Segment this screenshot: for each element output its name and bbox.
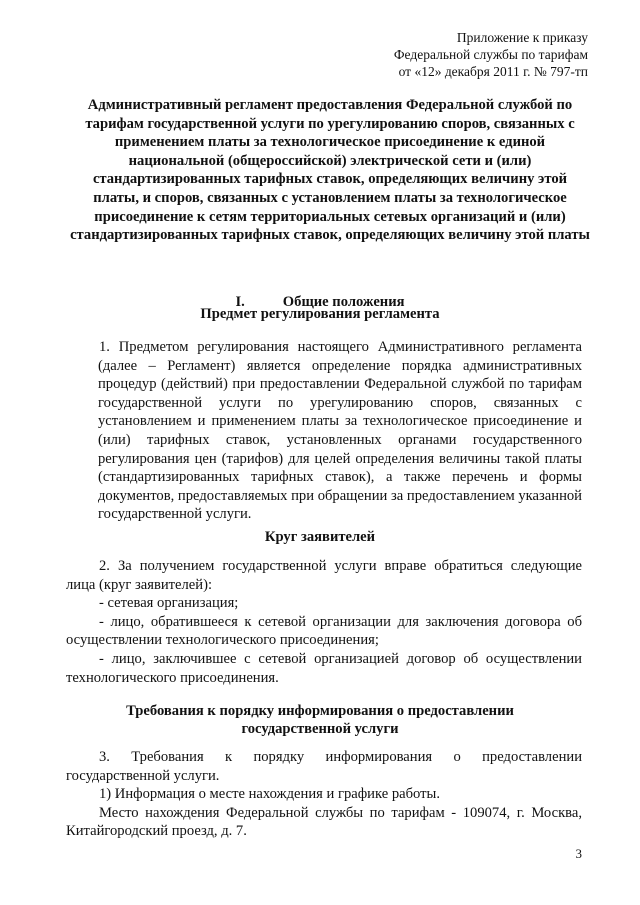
- paragraph-line: установлением и применением платы за технологическое присоединение и: [98, 413, 582, 430]
- list-item: - лицо, обратившееся к сетевой организации для заключения договора об: [99, 613, 582, 630]
- paragraph-line: государственной услуги.: [66, 767, 220, 784]
- paragraph-line: 2. За получением государственной услуги вправе обратиться следующие: [99, 558, 582, 574]
- paragraph-line: государственной услуги по урегулированию споров, связанных с: [98, 394, 582, 411]
- requirements-heading: [60, 702, 580, 738]
- header-line-3: от «12» декабря 2011 г. № 797-тп: [398, 64, 588, 79]
- header-line-1: Приложение к приказу: [456, 30, 588, 45]
- document-title: Административный регламент предоставления Федеральной службой по тарифам государственной услуги по урегулированию споров, связанных с применением платы за технологическое присоединение к единой национальной (общероссийской) электрической сети и (или) стандартизированных тарифных ставок, определяющих величину этой платы, и споров, связанных с установлением платы за технологическое присоединение к сетям территориальных сетевых организаций и (или) стандартизированных тарифных ставок, определяющих величину этой платы: [70, 97, 590, 244]
- paragraph-line: осуществлении технологического присоединения;: [66, 632, 379, 649]
- paragraph-line: лица (круг заявителей):: [66, 576, 213, 593]
- applicants-heading: Круг заявителей: [264, 529, 376, 545]
- paragraph-2: [66, 557, 582, 687]
- page-number: 3: [575, 846, 582, 861]
- document-header: [394, 29, 588, 80]
- paragraph-line: документов, предоставляемых при обращении за предоставлением указанной: [98, 487, 582, 504]
- section-title: Общие положения: [282, 294, 405, 310]
- paragraph-line: регулирования цен (тарифов) для целей определения величины такой платы: [98, 450, 582, 467]
- paragraph-line: 1) Информация о месте нахождения и графике работы.: [99, 786, 440, 803]
- section-number: I.: [235, 294, 245, 310]
- paragraph-line: (далее – Регламент) является определение порядка административных: [98, 357, 582, 374]
- list-item: - сетевая организация;: [99, 595, 239, 612]
- paragraph-line: Китайгородский проезд, д. 7.: [66, 823, 247, 840]
- subject-heading: Предмет регулирования регламента: [200, 306, 440, 322]
- paragraph-line: Место нахождения Федеральной службы по тарифам - 109074, г. Москва,: [99, 804, 582, 821]
- paragraph-1: [66, 338, 582, 524]
- paragraph-line: технологического присоединения.: [66, 669, 279, 686]
- paragraph-line: государственной услуги.: [98, 506, 252, 523]
- list-item: - лицо, заключившее с сетевой организацией договор об осуществлении: [99, 650, 582, 667]
- header-line-2: Федеральной службы по тарифам: [393, 47, 588, 62]
- paragraph-line: (стандартизированных тарифных ставок), а также перечень и формы: [98, 469, 582, 486]
- paragraph-line: 1. Предметом регулирования настоящего Административного регламента: [99, 339, 582, 355]
- requirements-heading-line-2: государственной услуги: [241, 721, 399, 737]
- paragraph-line: 3. Требования к порядку информирования о предоставлении: [99, 749, 582, 765]
- paragraph-line: процедур (действий) при предоставлении Федеральной службой по тарифам: [98, 376, 582, 393]
- paragraph-line: (или) тарифных ставок, установленных органами государственного: [98, 431, 582, 448]
- requirements-heading-line-1: Требования к порядку информирования о предоставлении: [126, 703, 514, 719]
- paragraph-3: [66, 748, 582, 841]
